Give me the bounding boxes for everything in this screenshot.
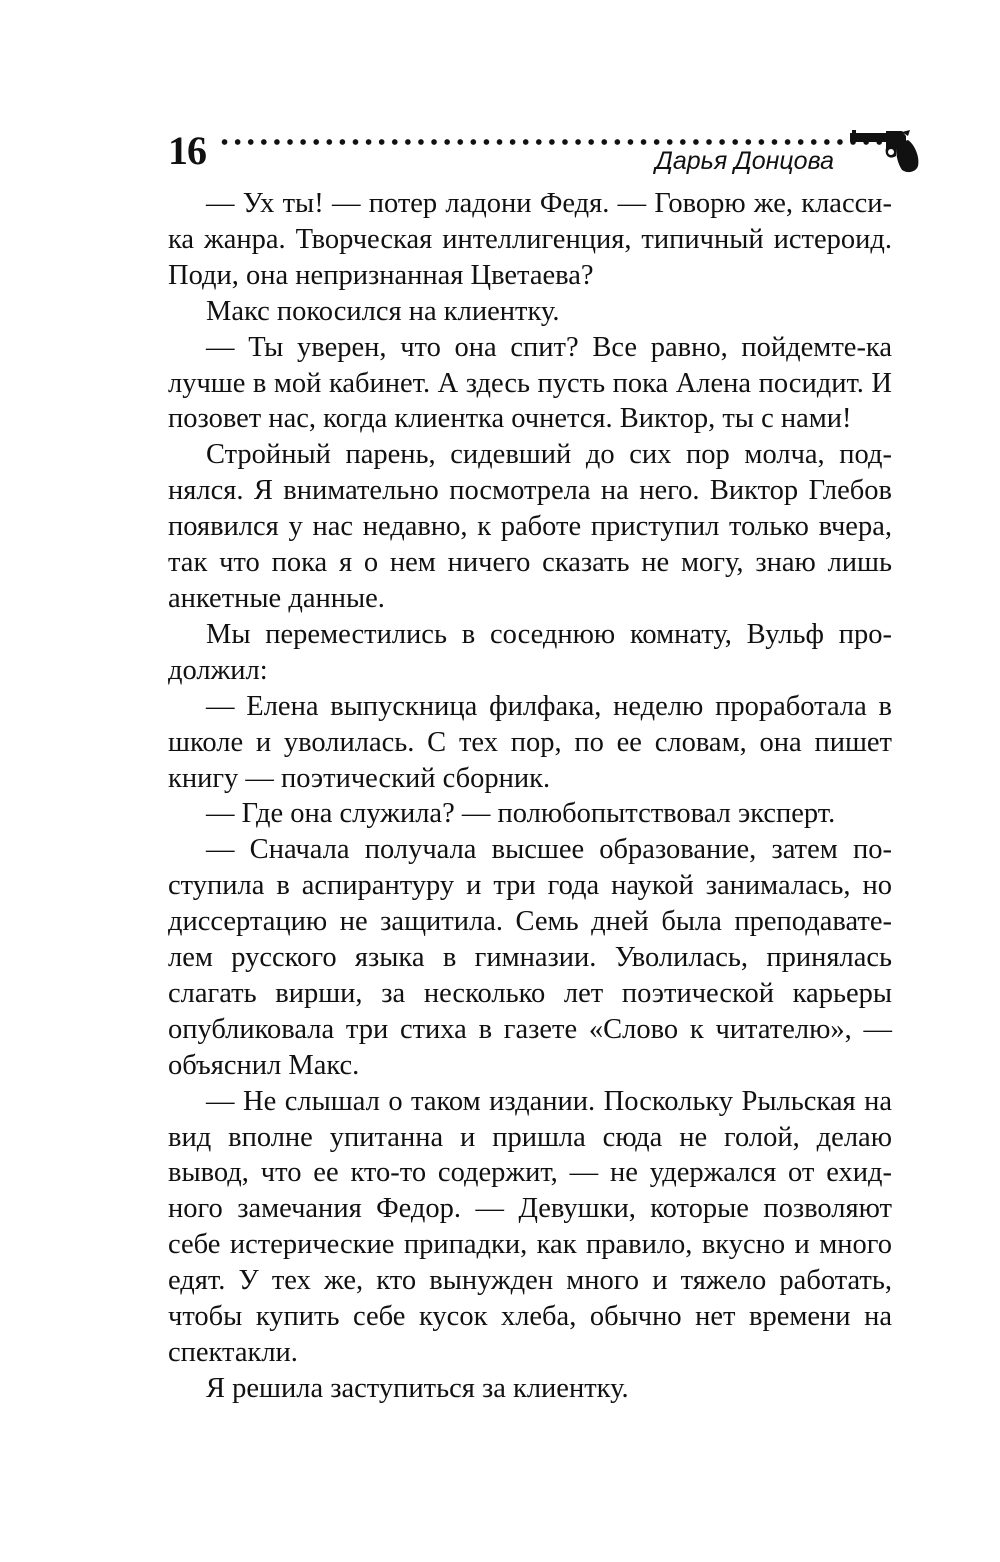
running-head-author: Дарья Донцова [655,147,834,175]
paragraph: — Где она служила? — полюбопытствовал эксперт. [206,798,836,830]
paragraph: Мы переместились в соседнюю комнату, Вульф продолжил: [168,618,892,686]
paragraph: Стройный парень, сидевший до сих пор молча, поднялся. Я внимательно посмотрела на него. Виктор Глебов появился у нас недавно, к работе приступил только вчера, так что пока я о нем ничего сказать не могу, знаю лишь анкетные данные. [168,439,892,614]
body-text [168,186,892,1407]
paragraph: — Елена выпускница филфака, неделю проработала в школе и уволилась. С тех пор, по ее словам, она пишет книгу — поэтический сборник. [168,690,892,794]
paragraph: Макс покосился на клиентку. [206,295,560,327]
paragraph: — Ты уверен, что она спит? Все равно, пойдемте-ка лучше в мой кабинет. А здесь пусть пока Алена посидит. И позовет нас, когда клиентка очнется. Виктор, ты с нами! [168,331,892,435]
dotted-rule [218,138,898,146]
revolver-icon [850,130,920,174]
running-header [168,128,920,184]
paragraph: — Сначала получала высшее образование, затем поступила в аспирантуру и три года наукой занималась, но диссертацию не защитила. Семь дней была преподавателем русского языка в гимназии. Уволилась, принялась слагать вирши, за несколько лет поэтической карьеры опубликовала три стиха в газете «Слово к читателю», — объяснил Макс. [168,834,892,1081]
page-number: 16 [168,128,206,173]
paragraph: Я решила заступиться за клиентку. [206,1372,629,1404]
paragraph: — Не слышал о таком издании. Поскольку Рыльская на вид вполне упитанна и пришла сюда не голой, делаю вывод, что ее кто-то содержит, — не удержался от ехидного замечания Федор. — Девушки, которые позволяют себе истерические припадки, как правило, вкусно и много едят. У тех же, кто вынужден много и тяжело работать, чтобы купить себе кусок хлеба, обычно нет времени на спектакли. [168,1085,892,1368]
paragraph: — Ух ты! — потер ладони Федя. — Говорю же, классика жанра. Творческая интеллигенция, типичный истероид. Поди, она непризнанная Цветаева? [168,188,892,291]
